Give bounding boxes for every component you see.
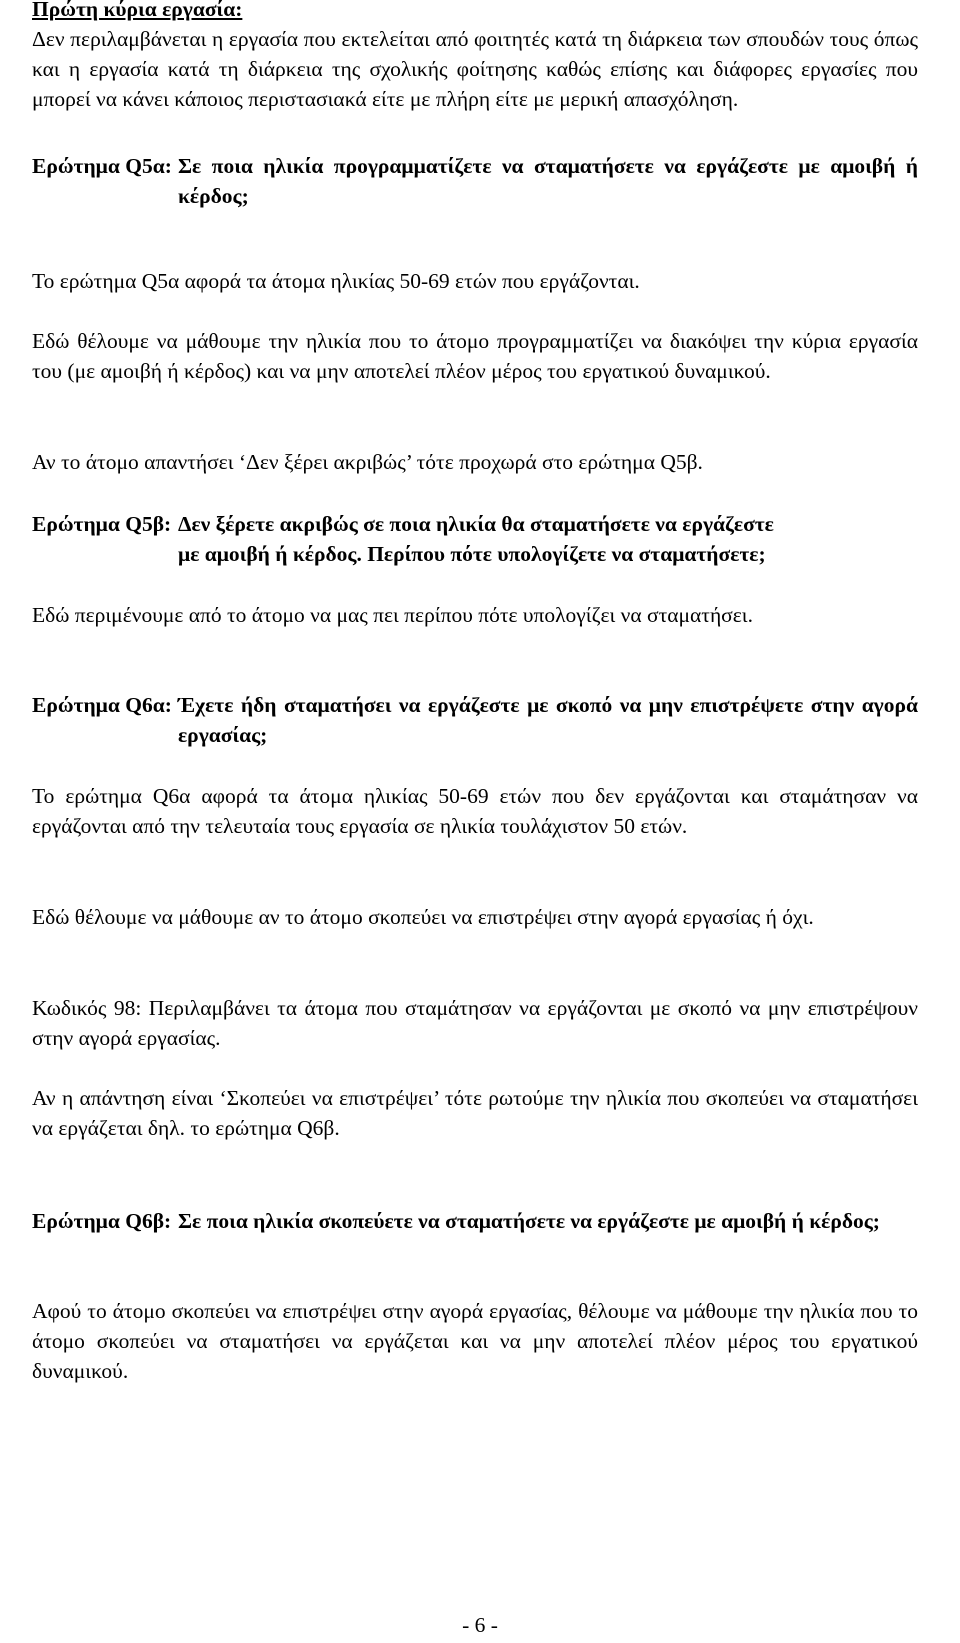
question-q6b-label: Ερώτημα Q6β: bbox=[32, 1209, 172, 1233]
q5a-paragraph-1: Το ερώτημα Q5α αφορά τα άτομα ηλικίας 50-69 ετών που εργάζονται. bbox=[32, 269, 640, 293]
question-q5b bbox=[32, 509, 918, 569]
q6a-paragraph-2: Εδώ θέλουμε να μάθουμε αν το άτομο σκοπεύει να επιστρέψει στην αγορά εργασίας ή όχι. bbox=[32, 905, 814, 929]
q6b-paragraph-1: Αφού το άτομο σκοπεύει να επιστρέψει στην αγορά εργασίας, θέλουμε να μάθουμε την ηλικία που το άτομο σκοπεύει να σταματήσει να εργάζεται και να μην αποτελεί πλέον μέρος του εργατικού δυναμικού. bbox=[32, 1299, 918, 1383]
q6a-paragraph-3: Κωδικός 98: Περιλαμβάνει τα άτομα που σταμάτησαν να εργάζονται με σκοπό να μην επιστρέψουν στην αγορά εργασίας. bbox=[32, 996, 918, 1050]
question-q5b-text-line-1: Δεν ξέρετε ακριβώς σε ποια ηλικία θα σταματήσετε να εργάζεστε bbox=[178, 512, 774, 536]
question-q5b-label: Ερώτημα Q5β: bbox=[32, 512, 172, 536]
q6a-paragraph-4: Αν η απάντηση είναι ‘Σκοπεύει να επιστρέψει’ τότε ρωτούμε την ηλικία που σκοπεύει να σταματήσει να εργάζεται δηλ. το ερώτημα Q6β. bbox=[32, 1086, 918, 1140]
q5a-paragraph-2: Εδώ θέλουμε να μάθουμε την ηλικία που το άτομο προγραμματίζει να διακόψει την κύρια εργασία του (με αμοιβή ή κέρδος) και να μην αποτελεί πλέον μέρος του εργατικού δυναμικού. bbox=[32, 329, 918, 383]
question-q5a-text: Σε ποια ηλικία προγραμματίζετε να σταματήσετε να εργάζεστε με αμοιβή ή κέρδος; bbox=[178, 154, 918, 208]
question-q5a-label: Ερώτημα Q5α: bbox=[32, 154, 172, 178]
page-number: - 6 - bbox=[462, 1613, 498, 1637]
intro-paragraph: Δεν περιλαμβάνεται η εργασία που εκτελείται από φοιτητές κατά τη διάρκεια των σπουδών τους όπως και η εργασία κατά τη διάρκεια της σχολικής φοίτησης καθώς επίσης και διάφορες εργασίες που μπορεί να κάνει κάποιος περιστασιακά είτε με πλήρη είτε με μερική απασχόληση. bbox=[32, 27, 918, 111]
question-q6a-label: Ερώτημα Q6α: bbox=[32, 693, 172, 717]
question-q6b bbox=[32, 1206, 918, 1236]
question-q6a bbox=[32, 690, 918, 750]
question-q5b-text-line-2: με αμοιβή ή κέρδος. Περίπου πότε υπολογίζετε να σταματήσετε; bbox=[178, 542, 766, 566]
question-q6b-text: Σε ποια ηλικία σκοπεύετε να σταματήσετε να εργάζεστε με αμοιβή ή κέρδος; bbox=[178, 1209, 880, 1233]
question-q6a-text: Έχετε ήδη σταματήσει να εργάζεστε με σκοπό να μην επιστρέψετε στην αγορά εργασίας; bbox=[178, 693, 918, 747]
q6a-paragraph-1: Το ερώτημα Q6α αφορά τα άτομα ηλικίας 50-69 ετών που δεν εργάζονται και σταμάτησαν να εργάζονται από την τελευταία τους εργασία σε ηλικία τουλάχιστον 50 ετών. bbox=[32, 784, 918, 838]
q5b-paragraph-1: Εδώ περιμένουμε από το άτομο να μας πει περίπου πότε υπολογίζει να σταματήσει. bbox=[32, 603, 753, 627]
section-title: Πρώτη κύρια εργασία: bbox=[32, 0, 243, 21]
q5a-paragraph-3: Αν το άτομο απαντήσει ‘Δεν ξέρει ακριβώς’ τότε προχωρά στο ερώτημα Q5β. bbox=[32, 450, 703, 474]
question-q5a bbox=[32, 151, 918, 211]
